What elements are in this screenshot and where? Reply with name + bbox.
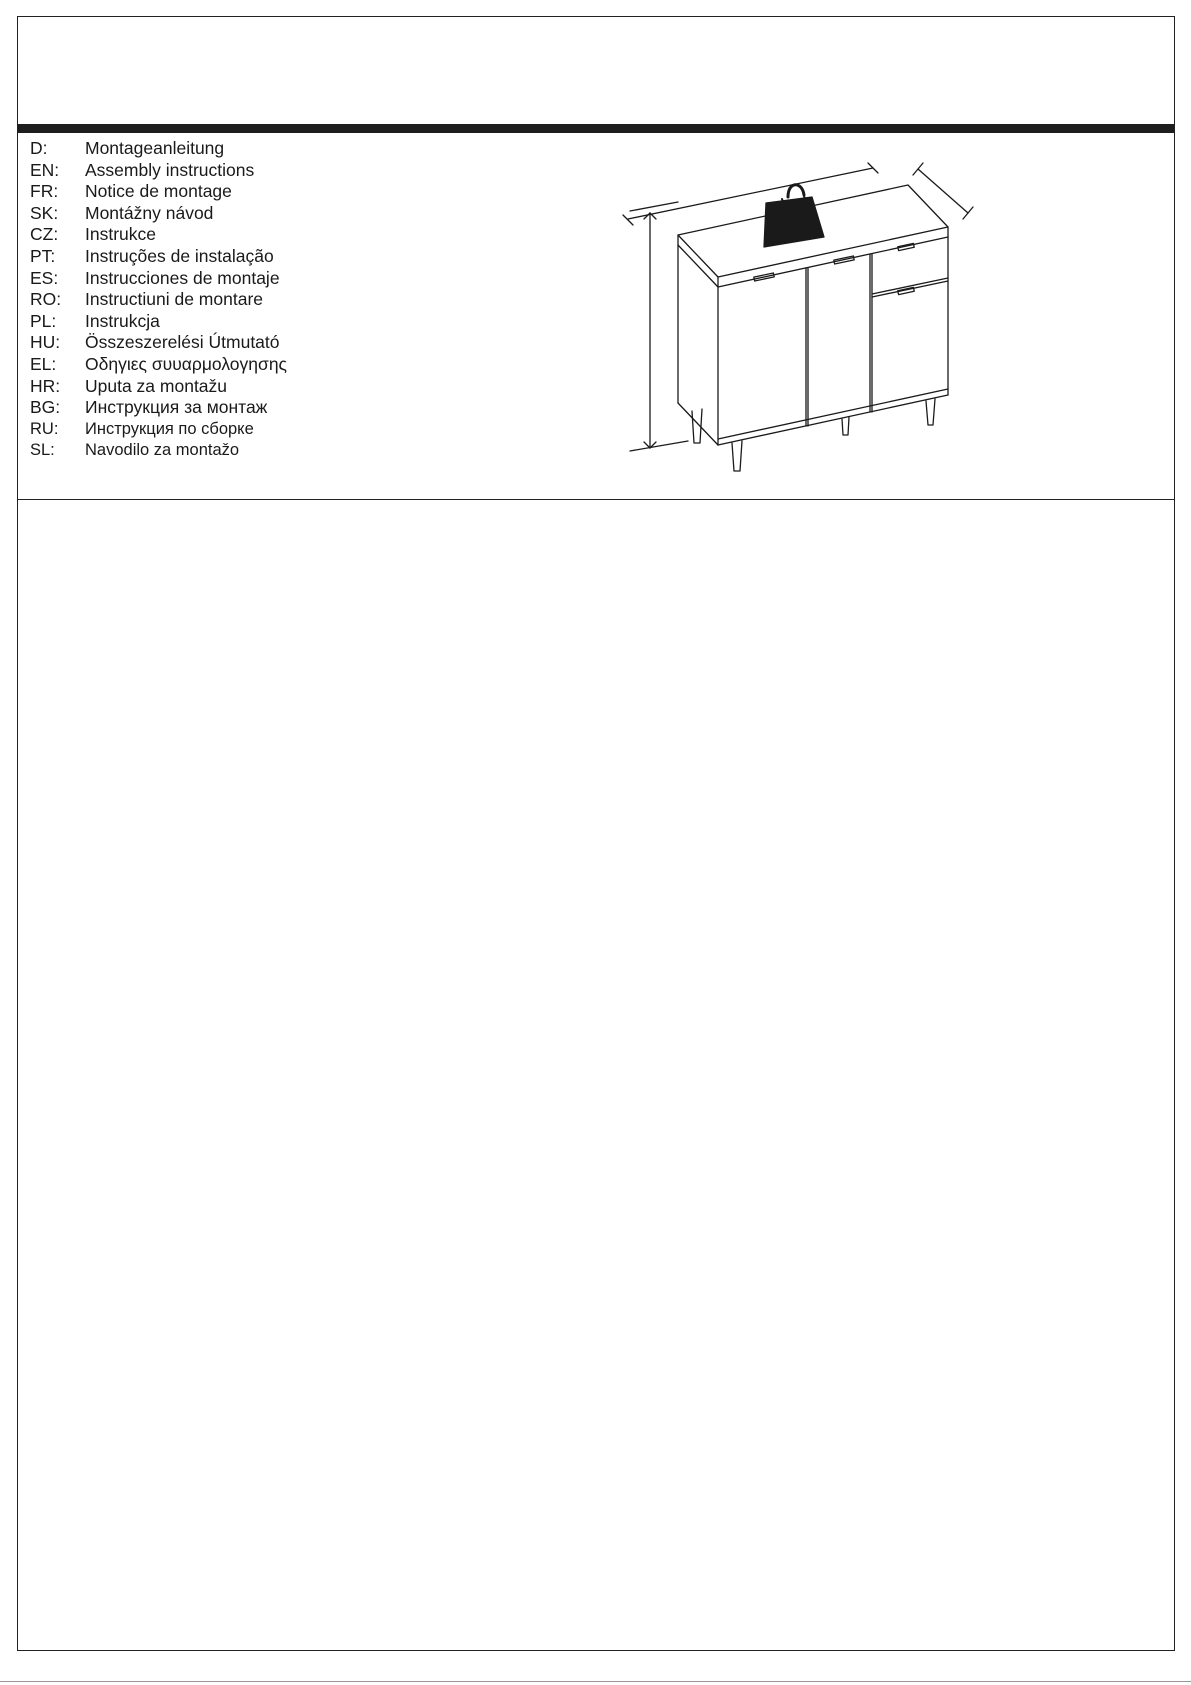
- top-blank-band: [18, 17, 1174, 125]
- footer-rule: [0, 1681, 1191, 1682]
- header-divider-bar: [18, 124, 1174, 133]
- language-row-sl: [30, 440, 287, 462]
- language-code: BG:: [30, 397, 61, 418]
- language-title: Instruções de instalação: [85, 245, 274, 266]
- page-frame: [17, 16, 1175, 1651]
- language-row-cz: [30, 224, 287, 246]
- language-row-ro: [30, 289, 287, 311]
- language-title: Notice de montage: [85, 181, 232, 202]
- language-code: EL:: [30, 353, 57, 374]
- sideboard-legs: [692, 399, 935, 471]
- language-title: Instructiuni de montare: [85, 289, 264, 310]
- content-area: [18, 500, 1174, 1650]
- language-row-d: [30, 138, 287, 160]
- sideboard-icon: [608, 153, 1038, 473]
- language-code: SK:: [30, 202, 59, 223]
- language-title: Navodilo za montažo: [85, 441, 240, 460]
- language-code: PL:: [30, 310, 57, 331]
- handbag-icon: [764, 185, 824, 247]
- language-code: EN:: [30, 159, 60, 180]
- language-title: Montageanleitung: [85, 138, 225, 158]
- language-row-en: [30, 160, 287, 182]
- language-code: RU:: [30, 419, 59, 438]
- language-title: Οδηγιες συυαρμολογησης: [85, 353, 287, 374]
- language-row-hu: [30, 332, 287, 354]
- language-row-el: [30, 354, 287, 376]
- language-title: Uputa za montažu: [85, 375, 228, 396]
- language-row-es: [30, 268, 287, 290]
- language-code: FR:: [30, 181, 59, 202]
- language-title: Assembly instructions: [85, 159, 255, 180]
- language-code: PT:: [30, 245, 56, 266]
- language-title: Montážny návod: [85, 202, 214, 223]
- title-section: [18, 133, 1174, 500]
- sideboard-body: [678, 237, 948, 445]
- language-list: [30, 138, 287, 462]
- language-title: Instrucciones de montaje: [85, 267, 280, 288]
- language-row-fr: [30, 181, 287, 203]
- language-code: SL:: [30, 441, 55, 460]
- language-code: D:: [30, 138, 48, 158]
- language-title: Инструкция за монтаж: [85, 397, 268, 418]
- language-title: Instrukce: [85, 224, 156, 245]
- language-title: Инструкция по сборке: [85, 419, 254, 438]
- language-title: Összeszerelési Útmutató: [85, 332, 280, 353]
- language-row-pl: [30, 311, 287, 333]
- language-code: HR:: [30, 375, 61, 396]
- language-code: HU:: [30, 332, 61, 353]
- language-row-bg: [30, 397, 287, 419]
- language-code: ES:: [30, 267, 59, 288]
- language-row-hr: [30, 376, 287, 398]
- language-row-sk: [30, 203, 287, 225]
- language-code: RO:: [30, 289, 62, 310]
- language-title: Instrukcja: [85, 310, 160, 331]
- language-row-pt: [30, 246, 287, 268]
- language-code: CZ:: [30, 224, 59, 245]
- language-row-ru: [30, 419, 287, 441]
